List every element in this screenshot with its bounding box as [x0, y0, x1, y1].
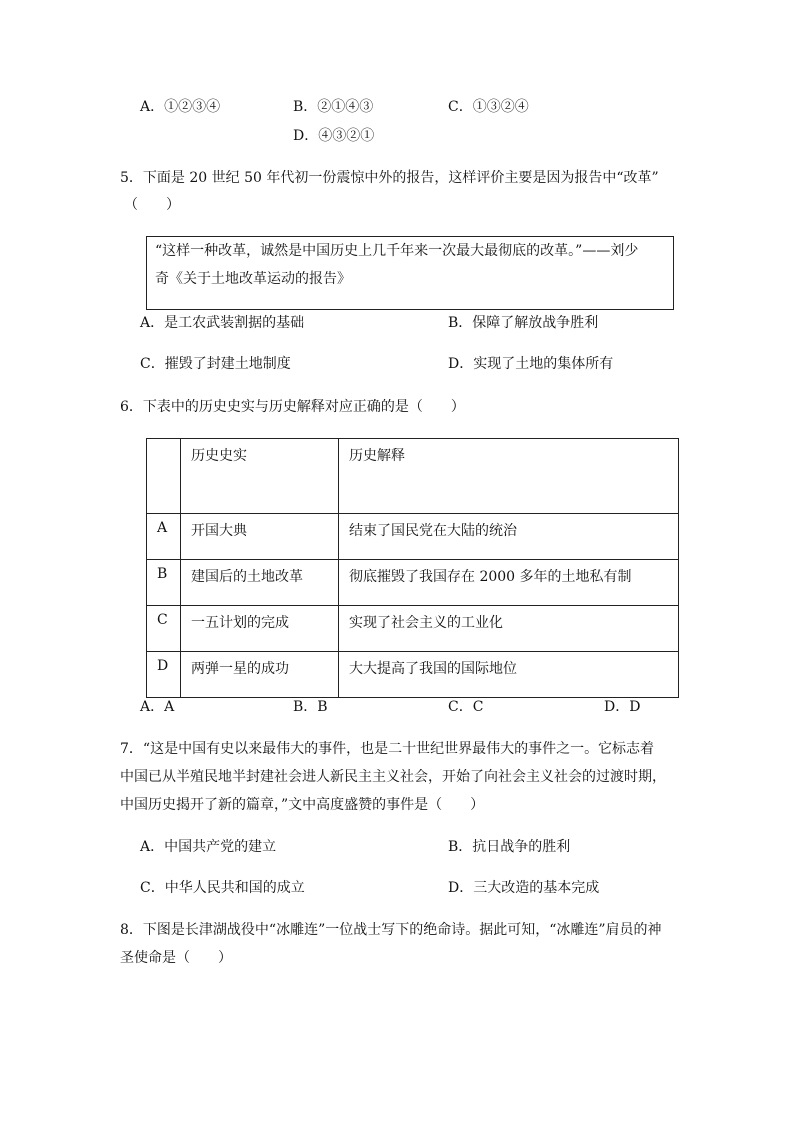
q5-quote-line1: “这样一种改革，诚然是中国历史上几千年来一次最大最彻底的改革。”——刘少 — [155, 243, 639, 259]
table-row — [147, 560, 679, 606]
table-cell: B — [147, 560, 181, 606]
table-cell: 一五计划的完成 — [181, 606, 339, 652]
table-cell: A — [147, 514, 181, 560]
q5-stem-line2: （ ） — [124, 197, 180, 213]
q7-option-d: D．三大改造的基本完成 — [448, 880, 600, 896]
table-header-cell: 历史史实 — [181, 439, 339, 514]
q4-option-d: D．④③②① — [293, 128, 375, 144]
table-row — [147, 606, 679, 652]
q5-quote-line2: 奇《关于土地改革运动的报告》 — [155, 271, 351, 287]
table-cell: 大大提高了我国的国际地位 — [339, 652, 679, 698]
table-header-cell — [147, 439, 181, 514]
q8-stem-line1: 8．下图是长津湖战役中“冰雕连”一位战士写下的绝命诗。据此可知，“冰雕连”肩员的神 — [120, 922, 662, 938]
table-cell: C — [147, 606, 181, 652]
table-cell: 建国后的土地改革 — [181, 560, 339, 606]
table-cell: 结束了国民党在大陆的统治 — [339, 514, 679, 560]
q5-option-d: D．实现了土地的集体所有 — [448, 356, 614, 372]
q7-option-a: A．中国共产党的建立 — [140, 839, 277, 855]
q7-option-b: B．抗日战争的胜利 — [448, 839, 571, 855]
q4-option-b: B．②①④③ — [293, 99, 374, 115]
table-cell: 实现了社会主义的工业化 — [339, 606, 679, 652]
table-cell: 开国大典 — [181, 514, 339, 560]
q8-stem-line2: 圣使命是（ ） — [120, 950, 232, 966]
q5-option-b: B．保障了解放战争胜利 — [448, 315, 599, 331]
q5-option-a: A．是工农武装割据的基础 — [140, 315, 305, 331]
q7-stem-line3: 中国历史揭开了新的篇章，”文中高度盛赞的事件是（ ） — [120, 797, 485, 813]
q7-stem-line2: 中国已从半殖民地半封建社会进人新民主主义社会，开始了向社会主义社会的过渡时期， — [120, 769, 666, 785]
table-cell: 彻底摧毁了我国存在 2000 多年的土地私有制 — [339, 560, 679, 606]
table-cell: D — [147, 652, 181, 698]
q4-option-c: C．①③②④ — [448, 99, 529, 115]
q6-option-c: C．C — [448, 699, 484, 715]
q5-stem-line1: 5．下面是 20 世纪 50 年代初一份震惊中外的报告，这样评价主要是因为报告中“改革” — [120, 170, 659, 186]
q7-option-c: C．中华人民共和国的成立 — [140, 880, 305, 896]
q5-quote-box — [146, 236, 674, 310]
q5-option-c: C．摧毁了封建土地制度 — [140, 356, 291, 372]
q4-option-a: A．①②③④ — [140, 99, 221, 115]
q7-stem-line1: 7．“这是中国有史以来最伟大的事件，也是二十世纪世界最伟大的事件之一。它标志着 — [120, 741, 655, 757]
q6-option-d: D．D — [604, 699, 641, 715]
q6-option-a: A．A — [140, 699, 175, 715]
q6-stem: 6．下表中的历史史实与历史解释对应正确的是（ ） — [120, 399, 465, 415]
q6-history-table — [146, 438, 679, 698]
table-header-row — [147, 439, 679, 514]
table-header-cell: 历史解释 — [339, 439, 679, 514]
table-cell: 两弹一星的成功 — [181, 652, 339, 698]
q6-option-b: B．B — [293, 699, 328, 715]
table-row — [147, 652, 679, 698]
table-row — [147, 514, 679, 560]
